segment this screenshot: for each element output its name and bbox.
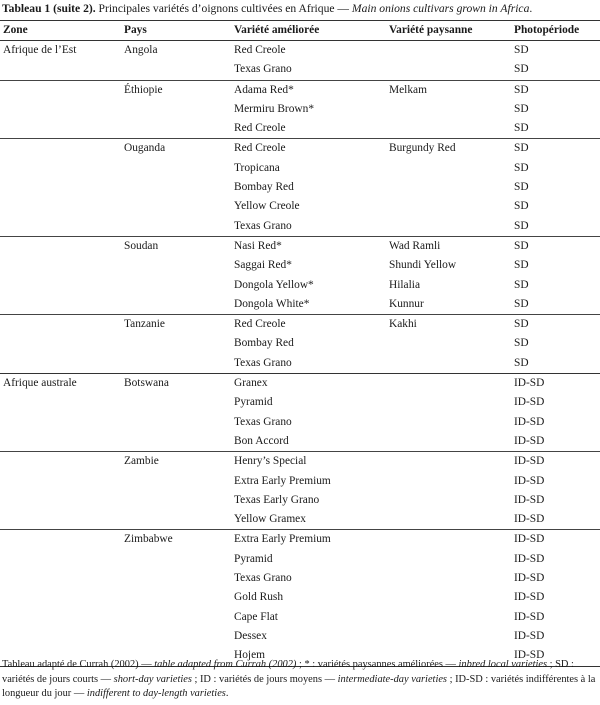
table-row [0,608,600,627]
photoperiod-cell: SD [514,181,529,194]
country-cell [121,627,231,646]
country-cell: Ouganda [121,139,231,159]
table-row [0,80,600,100]
table-row [0,374,600,394]
table-row [0,510,600,530]
table-row [0,550,600,569]
header-zone: Zone [3,24,28,36]
photoperiod-cell: ID-SD [514,513,545,526]
photoperiod-cell: SD [514,161,529,174]
zone-cell [0,197,121,216]
improved-variety-cell: Hojem [231,646,386,666]
photoperiod-cell: ID-SD [511,452,600,472]
country-cell [121,334,231,353]
photoperiod-cell: ID-SD [514,493,545,506]
country-cell [121,432,231,452]
country-cell [121,588,231,607]
country-cell [121,60,231,80]
local-variety-cell [386,588,511,607]
country-cell [121,256,231,275]
improved-variety-cell: Nasi Red* [231,236,386,256]
table-row [0,217,600,237]
zone-cell [0,510,121,530]
improved-variety-cell: Pyramid [234,396,273,409]
country-cell [121,276,231,295]
local-variety-cell [386,354,511,374]
zone-cell [0,139,121,159]
photoperiod-cell: SD [514,44,529,56]
table-row [0,627,600,646]
photoperiod-cell: SD [514,63,529,76]
zone-cell [0,588,121,607]
improved-variety-cell: Dessex [234,629,267,642]
photoperiod-cell: SD [514,356,529,369]
photoperiod-cell: ID-SD [511,374,600,394]
photoperiod-cell: SD [514,122,529,135]
country-cell [121,100,231,119]
photoperiod-cell: SD [514,278,529,291]
country-cell: Tanzanie [121,315,231,335]
footnote-part: ; * : variétés paysannes améliorées — [296,659,459,670]
table-body [0,41,600,667]
local-variety-cell [386,432,511,452]
photoperiod-cell: ID-SD [514,572,545,585]
improved-variety-cell: Pyramid [234,552,273,565]
zone-cell [0,334,121,353]
photoperiod-cell: ID-SD [514,629,545,642]
caption-text-en: Main onions cultivars grown in Africa [351,2,530,15]
table-row [0,119,600,139]
table-row [0,295,600,315]
zone-cell [0,550,121,569]
local-variety-cell [386,510,511,530]
improved-variety-cell: Bombay Red [234,181,294,194]
table-row [0,197,600,216]
table-row [0,256,600,275]
zone-cell [0,236,121,256]
zone-cell [0,491,121,510]
country-cell [121,491,231,510]
local-variety-cell: Burgundy Red [386,139,511,159]
local-variety-cell [386,452,511,472]
photoperiod-cell: SD [514,102,529,115]
local-variety-cell [386,530,511,550]
local-variety-cell [386,393,511,412]
improved-variety-cell: Texas Grano [234,356,292,369]
photoperiod-cell: SD [511,80,600,100]
local-variety-cell: Kakhi [386,315,511,335]
improved-variety-cell: Dongola White* [234,297,310,310]
country-cell: Éthiopie [121,80,231,100]
country-cell: Zimbabwe [121,530,231,550]
local-variety-cell [386,550,511,569]
country-cell [121,608,231,627]
table-row [0,276,600,295]
improved-variety-cell: Adama Red* [231,80,386,100]
local-variety-cell: Melkam [386,80,511,100]
photoperiod-cell: ID-SD [514,591,545,604]
photoperiod-cell: SD [511,139,600,159]
improved-variety-cell: Red Creole [234,122,286,135]
country-cell [121,550,231,569]
zone-cell: Afrique de l’Est [3,44,77,56]
table-row [0,413,600,432]
table-row [0,334,600,353]
zone-cell [0,276,121,295]
header-pays: Pays [124,24,147,36]
photoperiod-cell: SD [514,259,529,272]
footnote-part: ; SD : variétés de jours courts — [2,659,574,685]
local-variety-cell [386,374,511,394]
table-row [0,393,600,412]
country-cell [121,119,231,139]
zone-cell: Afrique australe [0,374,121,394]
table-row [0,178,600,197]
zone-cell [0,119,121,139]
zone-cell [0,432,121,452]
onion-varieties-table [0,20,600,667]
footnote-part: Tableau adapté de Currah (2002) — [2,659,155,670]
local-variety-cell [386,608,511,627]
improved-variety-cell: Saggai Red* [234,259,292,272]
photoperiod-cell: ID-SD [514,396,545,409]
photoperiod-cell: SD [514,297,529,310]
photoperiod-cell: ID-SD [514,610,545,623]
local-variety-cell [386,119,511,139]
photoperiod-cell: SD [511,236,600,256]
country-cell [121,393,231,412]
local-variety-cell: Shundi Yellow [389,259,457,272]
caption-label: Tableau 1 (suite 2). [2,2,96,15]
local-variety-cell [386,334,511,353]
improved-variety-cell: Yellow Gramex [234,513,306,526]
caption-text-fr: Principales variétés d’oignons cultivées en Afrique — [95,2,352,15]
improved-variety-cell: Henry’s Special [231,452,386,472]
photoperiod-cell: SD [514,219,529,232]
header-variete-amelioree: Variété améliorée [234,24,320,36]
zone-cell [0,80,121,100]
photoperiod-cell: SD [514,337,529,350]
improved-variety-cell: Mermiru Brown* [234,102,315,115]
improved-variety-cell: Tropicana [234,161,280,174]
improved-variety-cell: Texas Grano [234,572,292,585]
country-cell [121,178,231,197]
photoperiod-cell: ID-SD [511,646,600,666]
improved-variety-cell: Granex [231,374,386,394]
zone-cell [0,178,121,197]
photoperiod-cell: ID-SD [514,552,545,565]
improved-variety-cell: Texas Early Grano [234,493,320,506]
table-row [0,236,600,256]
table-row [0,159,600,178]
table-caption [2,2,598,16]
zone-cell [0,354,121,374]
improved-variety-cell: Texas Grano [234,219,292,232]
zone-cell [0,530,121,550]
zone-cell [0,393,121,412]
zone-cell [0,100,121,119]
improved-variety-cell: Yellow Creole [234,200,300,213]
zone-cell [0,217,121,237]
table-row [0,588,600,607]
country-cell: Botswana [121,374,231,394]
country-cell [121,569,231,588]
local-variety-cell [386,569,511,588]
table-row [0,452,600,472]
table-row [0,100,600,119]
improved-variety-cell: Red Creole [231,315,386,335]
local-variety-cell [386,178,511,197]
zone-cell [0,315,121,335]
header-photoperiode: Photopériode [514,24,580,36]
local-variety-cell [386,60,511,80]
local-variety-cell [386,491,511,510]
photoperiod-cell: ID-SD [514,415,545,428]
improved-variety-cell: Extra Early Premium [234,474,331,487]
footnote-part-en: inbred local varieties [458,659,548,670]
footnote-part-en: indifferent to day-length varieties [86,688,226,699]
zone-cell [0,569,121,588]
improved-variety-cell: Bon Accord [234,434,289,447]
photoperiod-cell: ID-SD [514,434,545,447]
photoperiod-cell: ID-SD [514,474,545,487]
country-cell [121,354,231,374]
table-row [0,354,600,374]
local-variety-cell [386,627,511,646]
improved-variety-cell: Extra Early Premium [231,530,386,550]
header-row [0,21,600,41]
country-cell: Soudan [121,236,231,256]
table-row [0,315,600,335]
table-row [0,432,600,452]
improved-variety-cell: Red Creole [231,139,386,159]
improved-variety-cell: Bombay Red [234,337,294,350]
zone-cell [0,159,121,178]
local-variety-cell [386,472,511,491]
caption-end: . [529,2,533,15]
footnote-part: . [225,688,229,699]
footnote-part-en: table adapted from Currah (2002) [154,659,297,670]
local-variety-cell: Kunnur [389,297,424,310]
table-row [0,472,600,491]
table-row [0,139,600,159]
local-variety-cell: Wad Ramli [386,236,511,256]
local-variety-cell [386,100,511,119]
improved-variety-cell: Texas Grano [234,63,292,76]
footnote-part-en: short-day varieties [113,673,192,685]
improved-variety-cell: Red Creole [234,44,286,56]
footnote-part-en: intermediate-day varieties [337,673,447,685]
zone-cell [0,627,121,646]
improved-variety-cell: Cape Flat [234,610,278,623]
table-row [0,41,600,61]
country-cell [121,510,231,530]
photoperiod-cell: ID-SD [511,530,600,550]
country-cell [121,217,231,237]
zone-cell [0,295,121,315]
photoperiod-cell: SD [511,315,600,335]
zone-cell [0,60,121,80]
table-row [0,60,600,80]
country-cell: Angola [124,44,158,56]
country-cell: Zambie [121,452,231,472]
country-cell [121,295,231,315]
table-footnote [2,658,598,702]
local-variety-cell [386,41,511,61]
local-variety-cell: Hilalia [389,278,420,291]
improved-variety-cell: Texas Grano [234,415,292,428]
table-row [0,530,600,550]
improved-variety-cell: Dongola Yellow* [234,278,314,291]
zone-cell [0,452,121,472]
header-variete-paysanne: Variété paysanne [389,24,473,36]
table-row [0,569,600,588]
footnote-part: ; ID-SD : variétés indifférentes à la longueur du jour — [2,673,596,699]
zone-cell [0,472,121,491]
photoperiod-cell: SD [514,200,529,213]
table-row [0,491,600,510]
local-variety-cell [386,217,511,237]
country-cell [121,413,231,432]
footnote-part: ; ID : variétés de jours moyens — [191,673,338,685]
country-cell [121,197,231,216]
local-variety-cell [386,159,511,178]
country-cell [121,159,231,178]
zone-cell [0,256,121,275]
zone-cell [0,413,121,432]
improved-variety-cell: Gold Rush [234,591,284,604]
country-cell [121,472,231,491]
zone-cell [0,608,121,627]
local-variety-cell [386,413,511,432]
local-variety-cell [386,197,511,216]
